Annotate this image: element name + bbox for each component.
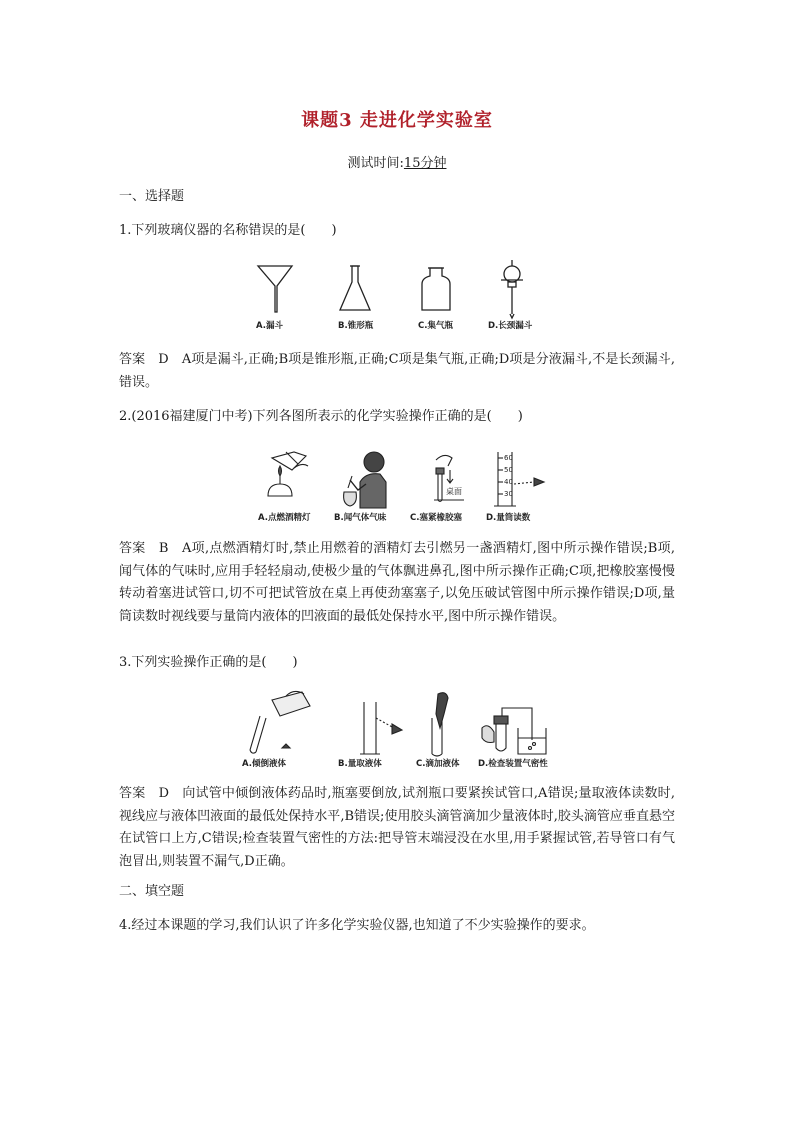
measuring-cylinder-icon <box>360 702 402 754</box>
q3-caption-a: A.倾倒液体 <box>242 759 286 769</box>
q3-caption-d: D.检查装置气密性 <box>478 759 548 769</box>
q1-caption-b: B.锥形瓶 <box>338 321 374 331</box>
separating-funnel-icon <box>501 260 523 318</box>
question-2: 2.(2016福建厦门中考)下列各图所表示的化学实验操作正确的是( ) <box>119 409 523 424</box>
test-time: 测试时间:15分钟 <box>347 156 447 171</box>
section-choice-heading: 一、选择题 <box>119 189 185 204</box>
gas-collecting-bottle-icon <box>422 268 450 310</box>
funnel-icon <box>258 266 292 312</box>
q3-caption-b: B.量取液体 <box>338 759 382 769</box>
airtightness-check-icon <box>482 708 546 754</box>
measuring-cylinder-icon <box>494 452 544 506</box>
dropper-icon <box>432 693 448 756</box>
conical-flask-icon <box>340 266 370 310</box>
q1-caption-c: C.集气瓶 <box>418 321 453 331</box>
tick-60: 60 <box>504 454 513 462</box>
q2-caption-b: B.闻气体气味 <box>334 513 387 523</box>
q1-caption-d: D.长颈漏斗 <box>488 321 533 331</box>
test-time-value: 15分钟 <box>403 156 447 171</box>
q1-figure <box>252 258 552 334</box>
question-1: 1.下列玻璃仪器的名称错误的是( ) <box>119 223 337 238</box>
answer-3: 答案 D 向试管中倾倒液体药品时,瓶塞要倒放,试剂瓶口要紧挨试管口,A错误;量取液体读数时,视线应与液体凹液面的最低处保持水平,B错误;使用胶头滴管滴加少量液体时,胶头滴管应垂直悬空在试管口上方,C错误;检查装置气密性的方法:把导管末端浸没在水里,用手紧握试管,若导管口有气泡冒出,则装置不漏气,D正确。 <box>119 786 675 869</box>
person-smelling-icon <box>344 452 386 508</box>
q2-figure <box>258 448 558 526</box>
page-title: 课题3 走进化学实验室 <box>301 110 493 131</box>
tick-50: 50 <box>504 466 513 474</box>
q3-figure <box>242 688 562 772</box>
q3-caption-c: C.滴加液体 <box>416 759 460 769</box>
desk-label: 桌面 <box>446 487 462 496</box>
tick-30: 30 <box>504 490 513 498</box>
answer-2: 答案 B A项,点燃酒精灯时,禁止用燃着的酒精灯去引燃另一盏酒精灯,图中所示操作错误;B项,闻气体的气味时,应用手轻轻扇动,使极少量的气体飘进鼻孔,图中所示操作正确;C项,把橡胶塞慢慢转动着塞进试管口,切不可把试管放在桌上再使劲塞塞子,以免压破试管图中所示操作错误;D项,量筒读数时视线要与量筒内液体的凹液面的最低处保持水平,图中所示操作错误。 <box>119 541 675 624</box>
q2-caption-c: C.塞紧橡胶塞 <box>410 513 462 523</box>
q2-caption-d: D.量筒读数 <box>486 513 531 523</box>
alcohol-lamp-icon <box>268 452 308 496</box>
question-3: 3.下列实验操作正确的是( ) <box>119 655 298 670</box>
answer-1: 答案 D A项是漏斗,正确;B项是锥形瓶,正确;C项是集气瓶,正确;D项是分液漏斗,不是长颈漏斗,错误。 <box>119 352 675 390</box>
tick-40: 40 <box>504 478 513 486</box>
q1-caption-a: A.漏斗 <box>256 321 283 331</box>
pouring-liquid-icon <box>250 691 310 753</box>
q2-caption-a: A.点燃酒精灯 <box>258 513 311 523</box>
question-4: 4.经过本课题的学习,我们认识了许多化学实验仪器,也知道了不少实验操作的要求。 <box>119 918 595 933</box>
section-fill-heading: 二、填空题 <box>119 884 185 899</box>
